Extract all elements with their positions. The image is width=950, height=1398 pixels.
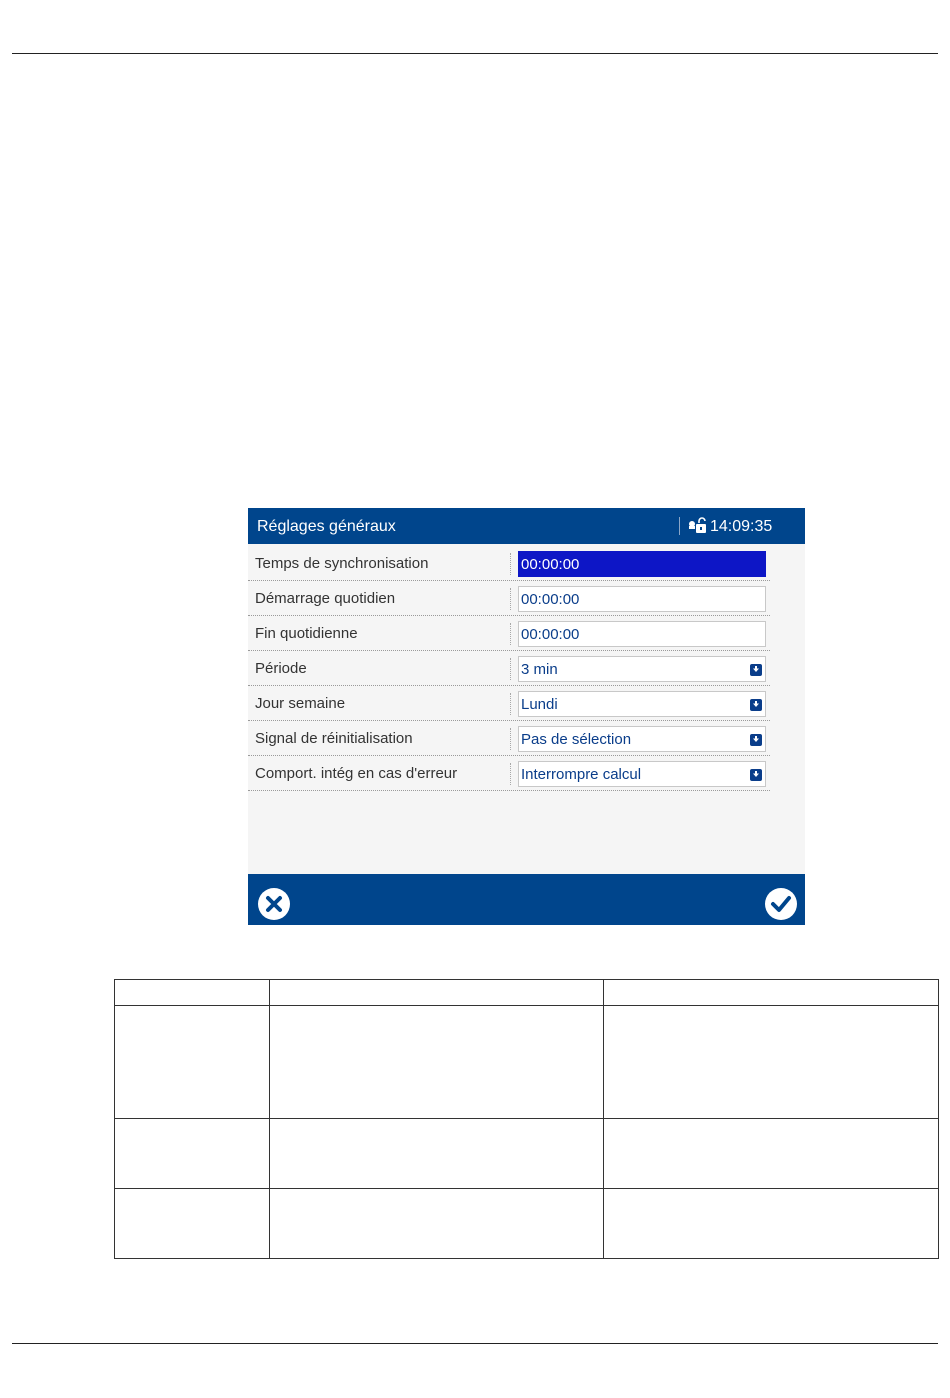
page-header-rule [12, 53, 938, 54]
field-value: 00:00:00 [521, 591, 580, 608]
setting-label: Fin quotidienne [255, 625, 358, 642]
table-cell [270, 1119, 604, 1189]
daily-start-field[interactable] [518, 586, 766, 612]
chevron-down-icon [750, 664, 762, 676]
table-header-row [115, 980, 939, 1006]
dialog-footer [248, 874, 805, 925]
row-divider [510, 658, 511, 680]
table-row [115, 1119, 939, 1189]
setting-row-daily-end[interactable] [248, 616, 770, 651]
field-value: Interrompre calcul [521, 766, 642, 783]
row-divider [510, 728, 511, 750]
description-table [114, 979, 939, 1259]
table-row [115, 1189, 939, 1259]
table-cell [604, 980, 939, 1006]
setting-row-period[interactable] [248, 651, 770, 686]
chevron-down-icon [750, 769, 762, 781]
setting-label: Jour semaine [255, 695, 346, 712]
error-behavior-dropdown[interactable] [518, 761, 766, 787]
row-divider [510, 763, 511, 785]
table-cell [115, 980, 270, 1006]
table-cell [270, 1006, 604, 1119]
row-divider [510, 553, 511, 575]
sync-time-field[interactable] [518, 551, 766, 577]
table-cell [604, 1189, 939, 1259]
close-circle-icon[interactable] [257, 887, 291, 921]
table-cell [604, 1119, 939, 1189]
row-divider [510, 588, 511, 610]
field-value: Lundi [521, 696, 558, 713]
header-separator [679, 517, 680, 535]
check-circle-icon[interactable] [764, 887, 798, 921]
chevron-down-icon [750, 699, 762, 711]
setting-row-reset-signal[interactable] [248, 721, 770, 756]
clock-time: 14:09:35 [710, 518, 773, 535]
setting-row-daily-start[interactable] [248, 581, 770, 616]
setting-label: Signal de réinitialisation [255, 730, 413, 747]
setting-label: Comport. intég en cas d'erreur [255, 765, 458, 782]
table-cell [270, 1189, 604, 1259]
setting-label: Démarrage quotidien [255, 590, 396, 607]
field-value: Pas de sélection [521, 731, 632, 748]
row-divider [510, 693, 511, 715]
chevron-down-icon [750, 734, 762, 746]
table-cell [604, 1006, 939, 1119]
setting-row-weekday[interactable] [248, 686, 770, 721]
field-value: 3 min [521, 661, 558, 678]
daily-end-field[interactable] [518, 621, 766, 647]
setting-row-sync-time[interactable] [248, 546, 770, 581]
general-settings-dialog [248, 508, 805, 925]
dialog-header [248, 508, 805, 544]
setting-label: Temps de synchronisation [255, 555, 429, 572]
table-cell [115, 1189, 270, 1259]
table-cell [115, 1119, 270, 1189]
table-row [115, 1006, 939, 1119]
setting-label: Période [255, 660, 307, 677]
row-divider [510, 623, 511, 645]
table-cell [270, 980, 604, 1006]
lock-open-icon [687, 517, 707, 535]
reset-signal-dropdown[interactable] [518, 726, 766, 752]
weekday-dropdown[interactable] [518, 691, 766, 717]
page-footer-rule [12, 1343, 938, 1344]
field-value: 00:00:00 [521, 626, 580, 643]
period-dropdown[interactable] [518, 656, 766, 682]
setting-row-error-behavior[interactable] [248, 756, 770, 791]
field-value: 00:00:00 [521, 556, 580, 573]
table-cell [115, 1006, 270, 1119]
dialog-title: Réglages généraux [257, 518, 396, 535]
